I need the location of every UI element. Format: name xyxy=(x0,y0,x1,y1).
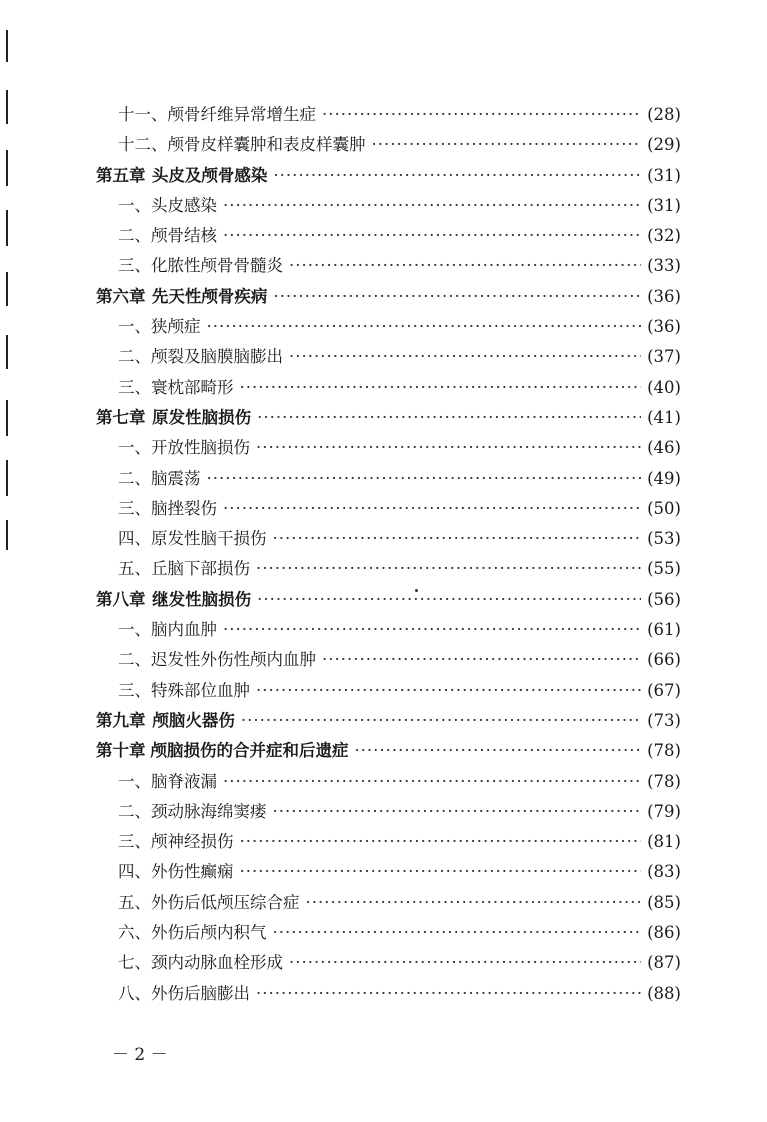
toc-page-number: (85) xyxy=(647,892,681,912)
toc-entry-number: 一、 xyxy=(118,438,151,458)
toc-page-number: (46) xyxy=(647,438,681,458)
toc-section-row xyxy=(96,191,681,221)
toc-page-number: (29) xyxy=(647,135,681,155)
toc-section-row xyxy=(96,827,681,857)
toc-dot-leader xyxy=(273,918,642,948)
toc-page-number: (56) xyxy=(647,589,681,609)
toc-page-number: (53) xyxy=(647,529,681,549)
toc-dot-leader xyxy=(241,706,641,736)
toc-entry-title: 外伤后低颅压综合症 xyxy=(151,892,300,912)
toc-entry-number: 四、 xyxy=(118,862,151,882)
toc-page-number: (79) xyxy=(647,801,681,821)
toc-entry-number: 一、 xyxy=(118,771,151,791)
toc-chapter-row xyxy=(96,585,681,615)
toc-section-row xyxy=(96,797,681,827)
toc-page-number: (50) xyxy=(647,498,681,518)
toc-entry-number: 三、 xyxy=(118,832,151,852)
toc-section-row xyxy=(96,494,681,524)
binding-mark xyxy=(6,460,8,496)
toc-dot-leader xyxy=(273,282,641,312)
toc-chapter-row xyxy=(96,282,681,312)
binding-mark xyxy=(6,335,8,369)
toc-page-number: (81) xyxy=(647,832,681,852)
binding-mark xyxy=(6,90,8,124)
toc-section-row xyxy=(96,767,681,797)
binding-mark xyxy=(6,400,8,436)
toc-page-number: (36) xyxy=(647,286,681,306)
page-number: － 2 － xyxy=(112,1045,168,1065)
toc-page-number: (49) xyxy=(647,468,681,488)
toc-entry-title: 狭颅症 xyxy=(151,317,201,337)
toc-page-number: (66) xyxy=(647,650,681,670)
toc-entry-number: 三、 xyxy=(118,498,151,518)
binding-mark xyxy=(6,272,8,306)
toc-chapter-row xyxy=(96,736,681,766)
toc-entry-title: 头皮及颅骨感染 xyxy=(151,165,268,185)
toc-dot-leader xyxy=(257,585,641,615)
toc-entry-title: 寰枕部畸形 xyxy=(151,377,234,397)
toc-section-row xyxy=(96,373,681,403)
toc-section-row xyxy=(96,676,681,706)
toc-section-row xyxy=(96,979,681,1009)
toc-entry-title: 继发性脑损伤 xyxy=(152,589,252,609)
toc-dot-leader xyxy=(223,615,641,645)
toc-entry-title: 颅脑火器伤 xyxy=(152,710,235,730)
toc-dot-leader xyxy=(273,797,642,827)
toc-page-number: (41) xyxy=(647,407,681,427)
toc-entry-title: 原发性脑损伤 xyxy=(152,407,252,427)
toc-page-number: (88) xyxy=(647,983,681,1003)
toc-entry-number: 七、 xyxy=(118,953,151,973)
toc-chapter-row xyxy=(96,403,681,433)
toc-section-row xyxy=(96,888,681,918)
toc-entry-title: 颈动脉海绵窦瘘 xyxy=(151,801,267,821)
toc-dot-leader xyxy=(207,464,642,494)
toc-section-row xyxy=(96,554,681,584)
toc-page-number: (67) xyxy=(647,680,681,700)
toc-page-number: (83) xyxy=(647,862,681,882)
toc-entry-title: 特殊部位血肿 xyxy=(151,680,250,700)
toc-entry-number: 二、 xyxy=(118,347,151,367)
toc-entry-number: 三、 xyxy=(118,377,151,397)
toc-dot-leader xyxy=(289,251,641,281)
toc-entry-number: 第六章 xyxy=(96,286,146,306)
toc-entry-number: 二、 xyxy=(118,801,151,821)
toc-dot-leader xyxy=(289,342,641,372)
toc-entry-title: 颅骨结核 xyxy=(151,226,217,246)
toc-entry-title: 颅骨皮样囊肿和表皮样囊肿 xyxy=(167,135,366,155)
toc-dot-leader xyxy=(223,767,641,797)
toc-dot-leader xyxy=(256,433,641,463)
toc-entry-number: 第八章 xyxy=(96,589,146,609)
toc-dot-leader xyxy=(354,736,641,766)
toc-entry-number: 三、 xyxy=(118,256,151,276)
toc-section-row xyxy=(96,615,681,645)
toc-page-number: (61) xyxy=(647,620,681,640)
toc-section-row xyxy=(96,645,681,675)
toc-page-number: (73) xyxy=(647,710,681,730)
toc-section-row xyxy=(96,464,681,494)
toc-entry-number: 第七章 xyxy=(96,407,146,427)
toc-dot-leader xyxy=(372,130,642,160)
toc-dot-leader xyxy=(257,403,641,433)
toc-dot-leader xyxy=(223,221,641,251)
toc-page-number: (78) xyxy=(647,771,681,791)
toc-page-number: (31) xyxy=(647,195,681,215)
toc-page-number: (87) xyxy=(647,953,681,973)
toc-entry-number: 八、 xyxy=(118,983,151,1003)
toc-entry-number: 第九章 xyxy=(96,710,146,730)
toc-entry-title: 脑脊液漏 xyxy=(151,771,217,791)
toc-entry-number: 四、 xyxy=(118,529,151,549)
toc-entry-number: 五、 xyxy=(118,892,151,912)
toc-page-number: (40) xyxy=(647,377,681,397)
toc-section-row xyxy=(96,312,681,342)
toc-dot-leader xyxy=(207,312,642,342)
toc-entry-number: 第十章 xyxy=(96,741,146,761)
toc-dot-leader xyxy=(223,191,641,221)
binding-mark xyxy=(6,150,8,186)
toc-entry-number: 三、 xyxy=(118,680,151,700)
toc-page-number: (37) xyxy=(647,347,681,367)
toc-page-number: (36) xyxy=(647,317,681,337)
toc-entry-title: 外伤后脑膨出 xyxy=(151,983,250,1003)
toc-dot-leader xyxy=(322,100,641,130)
toc-entry-number: 第五章 xyxy=(96,165,146,185)
toc-dot-leader xyxy=(240,827,642,857)
toc-dot-leader xyxy=(240,857,642,887)
toc-entry-number: 一、 xyxy=(118,620,151,640)
toc-entry-title: 颅神经损伤 xyxy=(151,832,234,852)
toc-chapter-row xyxy=(96,161,681,191)
toc-page-number: (31) xyxy=(647,165,681,185)
binding-mark xyxy=(6,520,8,550)
toc-entry-title: 外伤性癫痫 xyxy=(151,862,234,882)
toc-entry-title: 颅脑损伤的合并症和后遗症 xyxy=(150,741,349,761)
toc-entry-title: 脑内血肿 xyxy=(151,620,217,640)
toc-entry-number: 二、 xyxy=(118,468,151,488)
toc-section-row xyxy=(96,857,681,887)
toc-entry-title: 颅裂及脑膜脑膨出 xyxy=(151,347,283,367)
toc-entry-title: 脑挫裂伤 xyxy=(151,498,217,518)
toc-entry-number: 六、 xyxy=(118,923,151,943)
toc-entry-title: 化脓性颅骨骨髓炎 xyxy=(151,256,283,276)
toc-entry-title: 迟发性外伤性颅内血肿 xyxy=(151,650,316,670)
binding-mark xyxy=(6,210,8,246)
toc-entry-number: 二、 xyxy=(118,650,151,670)
toc-entry-number: 五、 xyxy=(118,559,151,579)
toc-entry-number: 十一、 xyxy=(118,105,168,124)
binding-mark xyxy=(6,30,8,62)
toc-dot-leader xyxy=(273,161,641,191)
toc-dot-leader xyxy=(256,676,641,706)
toc-entry-title: 颅骨纤维异常增生症 xyxy=(167,105,316,124)
toc-entry-number: 十二、 xyxy=(118,135,168,155)
toc-section-row xyxy=(96,130,681,160)
toc-section-row xyxy=(96,251,681,281)
toc-entry-title: 原发性脑干损伤 xyxy=(151,529,267,549)
toc-page-number: (32) xyxy=(647,226,681,246)
toc-page-number: (86) xyxy=(647,923,681,943)
toc-entry-title: 开放性脑损伤 xyxy=(151,438,250,458)
toc-section-row xyxy=(96,918,681,948)
toc-chapter-row xyxy=(96,706,681,736)
toc-section-row xyxy=(96,433,681,463)
table-of-contents xyxy=(96,100,681,1009)
toc-section-row xyxy=(96,948,681,978)
toc-dot-leader xyxy=(223,494,641,524)
toc-dot-leader xyxy=(306,888,642,918)
toc-entry-number: 一、 xyxy=(118,317,151,337)
toc-section-row xyxy=(96,342,681,372)
toc-dot-leader xyxy=(289,948,641,978)
toc-entry-title: 脑震荡 xyxy=(151,468,201,488)
toc-section-row xyxy=(96,221,681,251)
toc-entry-number: 一、 xyxy=(118,195,151,215)
toc-section-row xyxy=(96,100,681,130)
toc-entry-number: 二、 xyxy=(118,226,151,246)
toc-dot-leader xyxy=(240,373,642,403)
toc-entry-title: 丘脑下部损伤 xyxy=(151,559,250,579)
toc-dot-leader xyxy=(256,554,641,584)
toc-page-number: (28) xyxy=(647,105,681,124)
toc-dot-leader xyxy=(322,645,641,675)
toc-entry-title: 颈内动脉血栓形成 xyxy=(151,953,283,973)
toc-entry-title: 先天性颅骨疾病 xyxy=(151,286,268,306)
toc-section-row xyxy=(96,524,681,554)
toc-dot-leader xyxy=(273,524,642,554)
toc-page-number: (78) xyxy=(647,741,681,761)
toc-page-number: (33) xyxy=(647,256,681,276)
toc-entry-title: 头皮感染 xyxy=(151,195,217,215)
toc-entry-title: 外伤后颅内积气 xyxy=(151,923,267,943)
toc-page-number: (55) xyxy=(647,559,681,579)
toc-dot-leader xyxy=(256,979,641,1009)
